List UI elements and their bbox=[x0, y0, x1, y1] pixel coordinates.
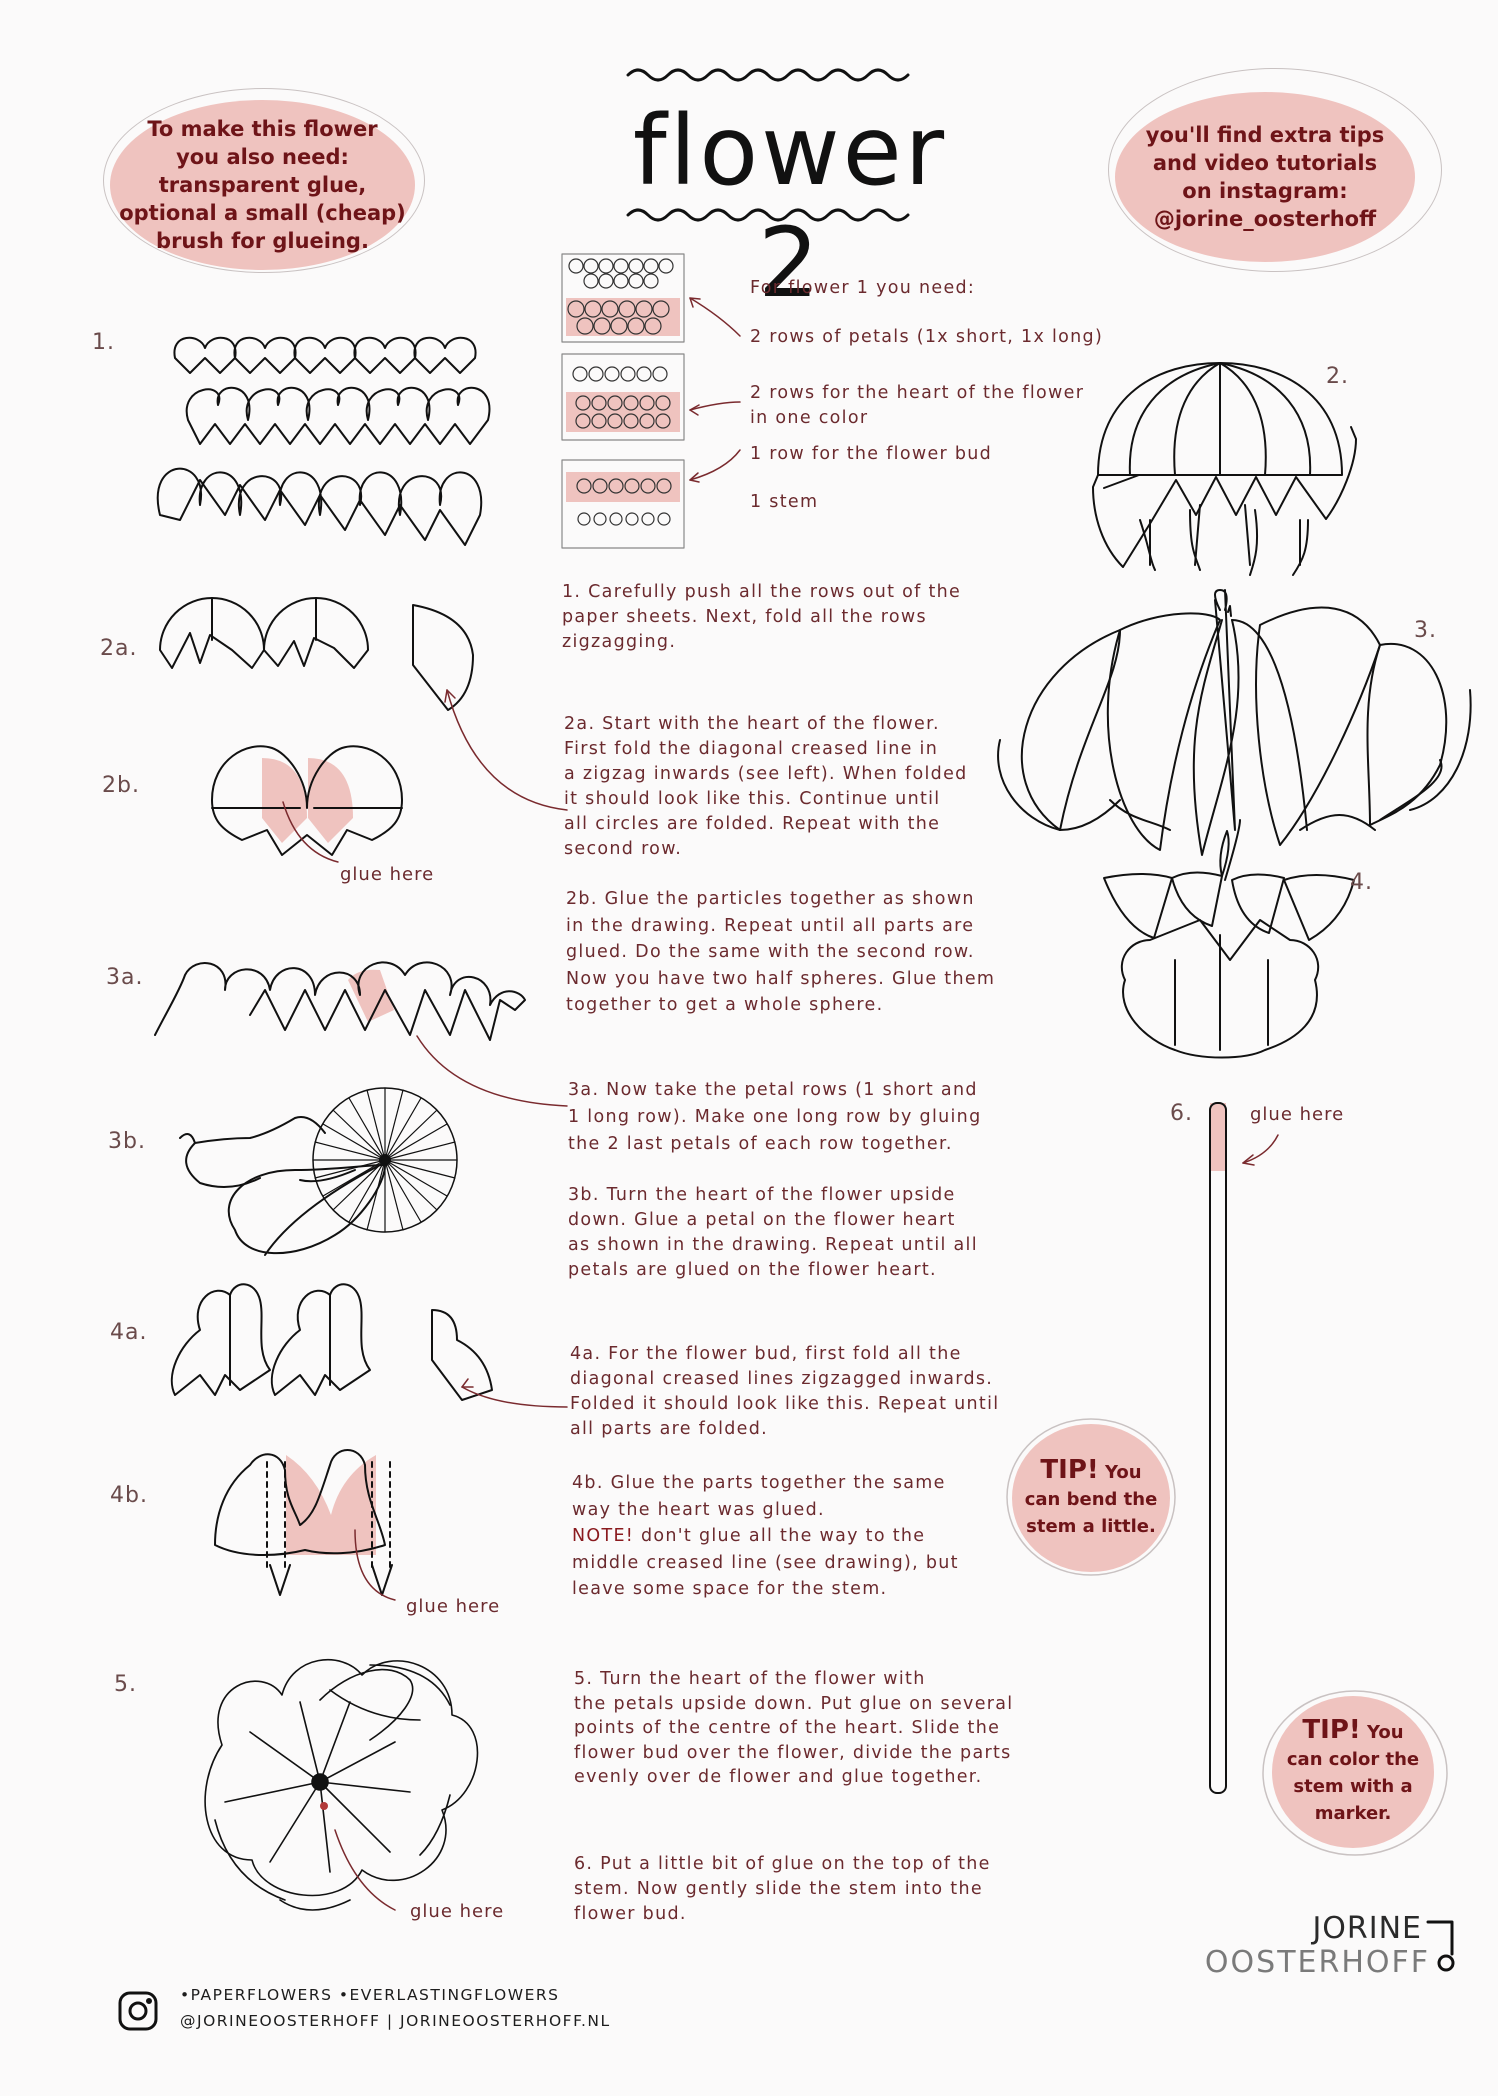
step-label-4a: 4a. bbox=[110, 1320, 148, 1345]
right-step2-sphere bbox=[1093, 363, 1356, 575]
right-step4-bud-on-flower bbox=[1104, 820, 1354, 1058]
step-label-right-6: 6. bbox=[1170, 1101, 1193, 1126]
logo-line2: OOSTERHOFF bbox=[1204, 1945, 1430, 1980]
instruction-3b: 3b. Turn the heart of the flower upside down. Glue a petal on the flower heart as shown in the drawing. Repeat until all petals are glued on the flower heart. bbox=[568, 1185, 978, 1280]
needs-heading: For flower 1 you need: bbox=[750, 278, 976, 298]
instruction-1: 1. Carefully push all the rows out of the paper sheets. Next, fold all the rows zigzagging. bbox=[562, 582, 962, 652]
tip1-line: stem a little. bbox=[1026, 1515, 1156, 1537]
step-label-3b: 3b. bbox=[108, 1129, 146, 1154]
footer-hashtags bbox=[180, 1982, 611, 2034]
footer-handle-link[interactable]: @JORINEOOSTERHOFF | JORINEOOSTERHOFF.NL bbox=[180, 2012, 611, 2030]
step2a-arrow bbox=[447, 690, 567, 810]
materials-line: transparent glue, bbox=[158, 173, 367, 197]
instruction-4b-part1: 4b. Glue the parts together the same way the heart was glued. bbox=[572, 1473, 946, 1520]
instagram-line: and video tutorials bbox=[1152, 151, 1378, 175]
instruction-4b-note: NOTE! bbox=[572, 1526, 635, 1546]
step-label-right-4: 4. bbox=[1350, 870, 1373, 895]
tip2-head: TIP! bbox=[1302, 1715, 1361, 1745]
tip-bend-stem bbox=[1012, 1424, 1170, 1572]
instruction-4a: 4a. For the flower bud, first fold all the diagonal creased lines zigzagged inwards. Folded it should look like this. Repeat until all parts are folded. bbox=[570, 1344, 1000, 1439]
instruction-4b-part2: don't glue all the way to the middle creased line (see drawing), but leave some space for the stem. bbox=[572, 1526, 959, 1599]
step-label-2b: 2b. bbox=[102, 773, 140, 798]
instruction-6: 6. Put a little bit of glue on the top of the stem. Now gently slide the stem into the flower bud. bbox=[574, 1854, 991, 1924]
instruction-5: 5. Turn the heart of the flower with the petals upside down. Put glue on several points of the centre of the heart. Slide the flower bud over the flower, divide the parts evenly over de flower and glue together. bbox=[574, 1669, 1014, 1787]
needs-bud: 1 row for the flower bud bbox=[750, 444, 993, 464]
needs-heart: 2 rows for the heart of the flower in one color bbox=[750, 383, 1085, 428]
title-wave-top bbox=[628, 70, 908, 80]
materials-line: you also need: bbox=[176, 145, 349, 169]
step3b-sphere bbox=[180, 1088, 457, 1255]
page-title: flower 2 bbox=[632, 95, 948, 319]
step5-flower bbox=[195, 1645, 477, 1910]
glue-here-2b: glue here bbox=[340, 864, 435, 885]
tip2-line: can color the bbox=[1286, 1749, 1420, 1770]
step3a-row bbox=[155, 962, 525, 1040]
materials-line: optional a small (cheap) bbox=[119, 201, 406, 225]
step3a-arrow bbox=[417, 1036, 567, 1106]
tip1-head: TIP! bbox=[1040, 1454, 1099, 1485]
step-label-2a: 2a. bbox=[100, 636, 138, 661]
brand-logo bbox=[1180, 1912, 1470, 1980]
glue-here-stem: glue here bbox=[1250, 1104, 1345, 1125]
instagram-icon bbox=[120, 1993, 156, 2029]
needs-petals: 2 rows of petals (1x short, 1x long) bbox=[750, 327, 1104, 347]
sheet-thumb-heart bbox=[562, 354, 684, 440]
glue-here-5: glue here bbox=[410, 1901, 505, 1922]
step-label-1: 1. bbox=[92, 330, 115, 355]
tip1-line: can bend the bbox=[1024, 1488, 1158, 1510]
right-step3-open-flower bbox=[998, 590, 1471, 855]
tip1-word: You bbox=[1105, 1461, 1142, 1483]
tip2-word: You bbox=[1367, 1722, 1404, 1743]
instagram-line: you'll find extra tips bbox=[1145, 123, 1385, 147]
logo-line1: JORINE bbox=[1312, 1911, 1422, 1946]
step-label-3a: 3a. bbox=[106, 965, 144, 990]
step2b-glued bbox=[212, 746, 402, 855]
step4b-bud-glued bbox=[215, 1450, 392, 1595]
tip2-line: marker. bbox=[1314, 1803, 1392, 1824]
step1-rows bbox=[158, 338, 490, 545]
needs-stem: 1 stem bbox=[750, 492, 819, 512]
instruction-4b bbox=[572, 1470, 959, 1603]
step4a-bud bbox=[172, 1284, 492, 1400]
glue-here-4b: glue here bbox=[406, 1596, 501, 1617]
step5-arrow bbox=[335, 1830, 395, 1910]
step4a-arrow bbox=[462, 1387, 567, 1407]
step-label-right-3: 3. bbox=[1414, 618, 1437, 643]
footer-tags-line: •PAPERFLOWERS •EVERLASTINGFLOWERS bbox=[180, 1986, 560, 2004]
step2a-circles bbox=[160, 598, 473, 710]
needs-arrows bbox=[690, 298, 740, 482]
instruction-2a: 2a. Start with the heart of the flower. First fold the diagonal creased line in a zigzag inwards (see left). When folded it should look like this. Continue until all circles are folded. Repeat with the second row. bbox=[564, 714, 968, 859]
stem bbox=[1210, 1103, 1226, 1793]
instruction-2b: 2b. Glue the particles together as shown in the drawing. Repeat until all parts are glued. Do the same with the second row. Now you have two half spheres. Glue them together to get a whole sphere. bbox=[566, 889, 996, 1015]
instagram-handle: @jorine_oosterhoff bbox=[1153, 207, 1377, 231]
instruction-3a: 3a. Now take the petal rows (1 short and 1 long row). Make one long row by gluing the 2 last petals of each row together. bbox=[568, 1080, 982, 1154]
step-label-right-2: 2. bbox=[1326, 364, 1349, 389]
step-label-4b: 4b. bbox=[110, 1483, 148, 1508]
instagram-line: on instagram: bbox=[1182, 179, 1348, 203]
tip2-line: stem with a bbox=[1293, 1776, 1413, 1797]
title-wave-bottom bbox=[628, 210, 908, 220]
materials-line: To make this flower bbox=[147, 117, 378, 141]
sheet-thumb-petals bbox=[562, 254, 684, 342]
materials-line: brush for glueing. bbox=[156, 229, 369, 253]
tip-color-stem bbox=[1272, 1696, 1434, 1848]
step-label-5: 5. bbox=[114, 1672, 137, 1697]
sheet-thumb-bud-stem bbox=[562, 460, 684, 548]
